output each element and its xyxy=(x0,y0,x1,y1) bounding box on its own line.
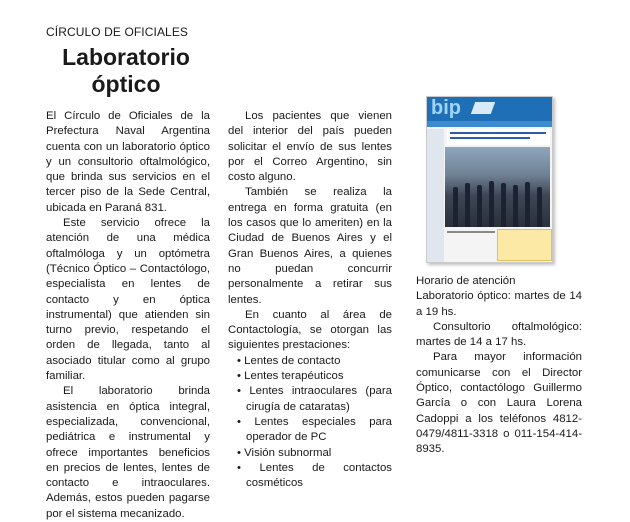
cover-photo xyxy=(445,147,550,227)
paragraph: El laboratorio brinda asistencia en óptica integral, especializada, convencional, pediátrica e instrumental y ofrece importantes beneficios en precios de lentes, lentes de contacto e intraoculares. Además, estos pueden pagarse por el sistema mecanizado. xyxy=(46,385,210,520)
person-figure xyxy=(453,187,458,227)
person-figure xyxy=(537,187,542,227)
person-figure xyxy=(501,183,506,227)
section-kicker: CÍRCULO DE OFICIALES xyxy=(46,25,189,39)
paragraph: También se realiza la entrega en forma gratuita (en los casos que lo ameriten) en la Ciudad de Buenos Aires y el Gran Buenos Aires, a quienes no puedan concurrir personalmente a retirar sus lentes. xyxy=(228,186,392,306)
person-figure xyxy=(525,182,530,227)
paragraph: El Círculo de Oficiales de la Prefectura Naval Argentina cuenta con un laboratorio óptico y un consultorio oftalmológico, que brinda sus servicios en el tercer piso de la Sede Central, ubicada en Paraná 831. xyxy=(46,110,210,214)
bullet-item: • Lentes especiales para operador de PC xyxy=(237,415,392,444)
article-title: Laboratorio óptico xyxy=(62,44,190,97)
bullet-item: • Visión subnormal xyxy=(237,446,332,459)
bullet-item: • Lentes intraoculares (para cirugía de cataratas) xyxy=(237,385,392,413)
bullet-item: • Lentes de contacto xyxy=(237,354,341,367)
cover-inset-box xyxy=(497,229,552,261)
schedule-consult: Consultorio oftalmológico: martes de 14 a 17 hs. xyxy=(416,320,582,349)
cover-caption xyxy=(447,231,495,233)
paragraph: Los pacientes que vienen del interior del país pueden solicitar el envío de sus lentes por el Correo Argentino, sin costo alguno. xyxy=(228,110,392,184)
cover-sidebar xyxy=(427,129,444,262)
person-figure xyxy=(513,185,518,227)
cover-logo: bip xyxy=(431,97,461,119)
bullet-item: • Lentes de contactos cosméticos xyxy=(237,461,392,490)
person-figure xyxy=(465,183,470,227)
headline-line xyxy=(450,132,546,134)
schedule-lab: Laboratorio óptico: martes de 14 a 19 hs. xyxy=(416,290,582,318)
bullet-item: • Lentes terapéuticos xyxy=(237,370,344,383)
article-column-1 xyxy=(46,109,210,522)
article-column-2 xyxy=(228,109,392,491)
paragraph: Este servicio ofrece la atención de una médica oftalmóloga y un optómetra (Técnico Óptico – Contactólogo, especialista en lentes de contacto y en óptica instrumental) que atienden sin turno previo, respetando el orden de llegada, tanto al asociado titular como al grupo familiar. xyxy=(46,217,210,383)
paragraph: En cuanto al área de Contactología, se otorgan las siguientes prestaciones: xyxy=(228,308,392,352)
magazine-cover-image xyxy=(426,96,553,263)
cover-headline xyxy=(447,129,550,145)
person-figure xyxy=(489,181,494,227)
contact-info: Para mayor información comunicarse con el Director Óptico, contactólogo Guillermo García o con Laura Lorena Cadoppi a los teléfonos 4812-0479/4811-3318 o 011-154-414-8935. xyxy=(416,351,582,456)
person-figure xyxy=(477,185,482,227)
cover-strip xyxy=(427,121,552,127)
schedule-title: Horario de atención xyxy=(416,275,516,287)
article-column-3 xyxy=(416,274,582,458)
headline-line xyxy=(450,137,530,139)
